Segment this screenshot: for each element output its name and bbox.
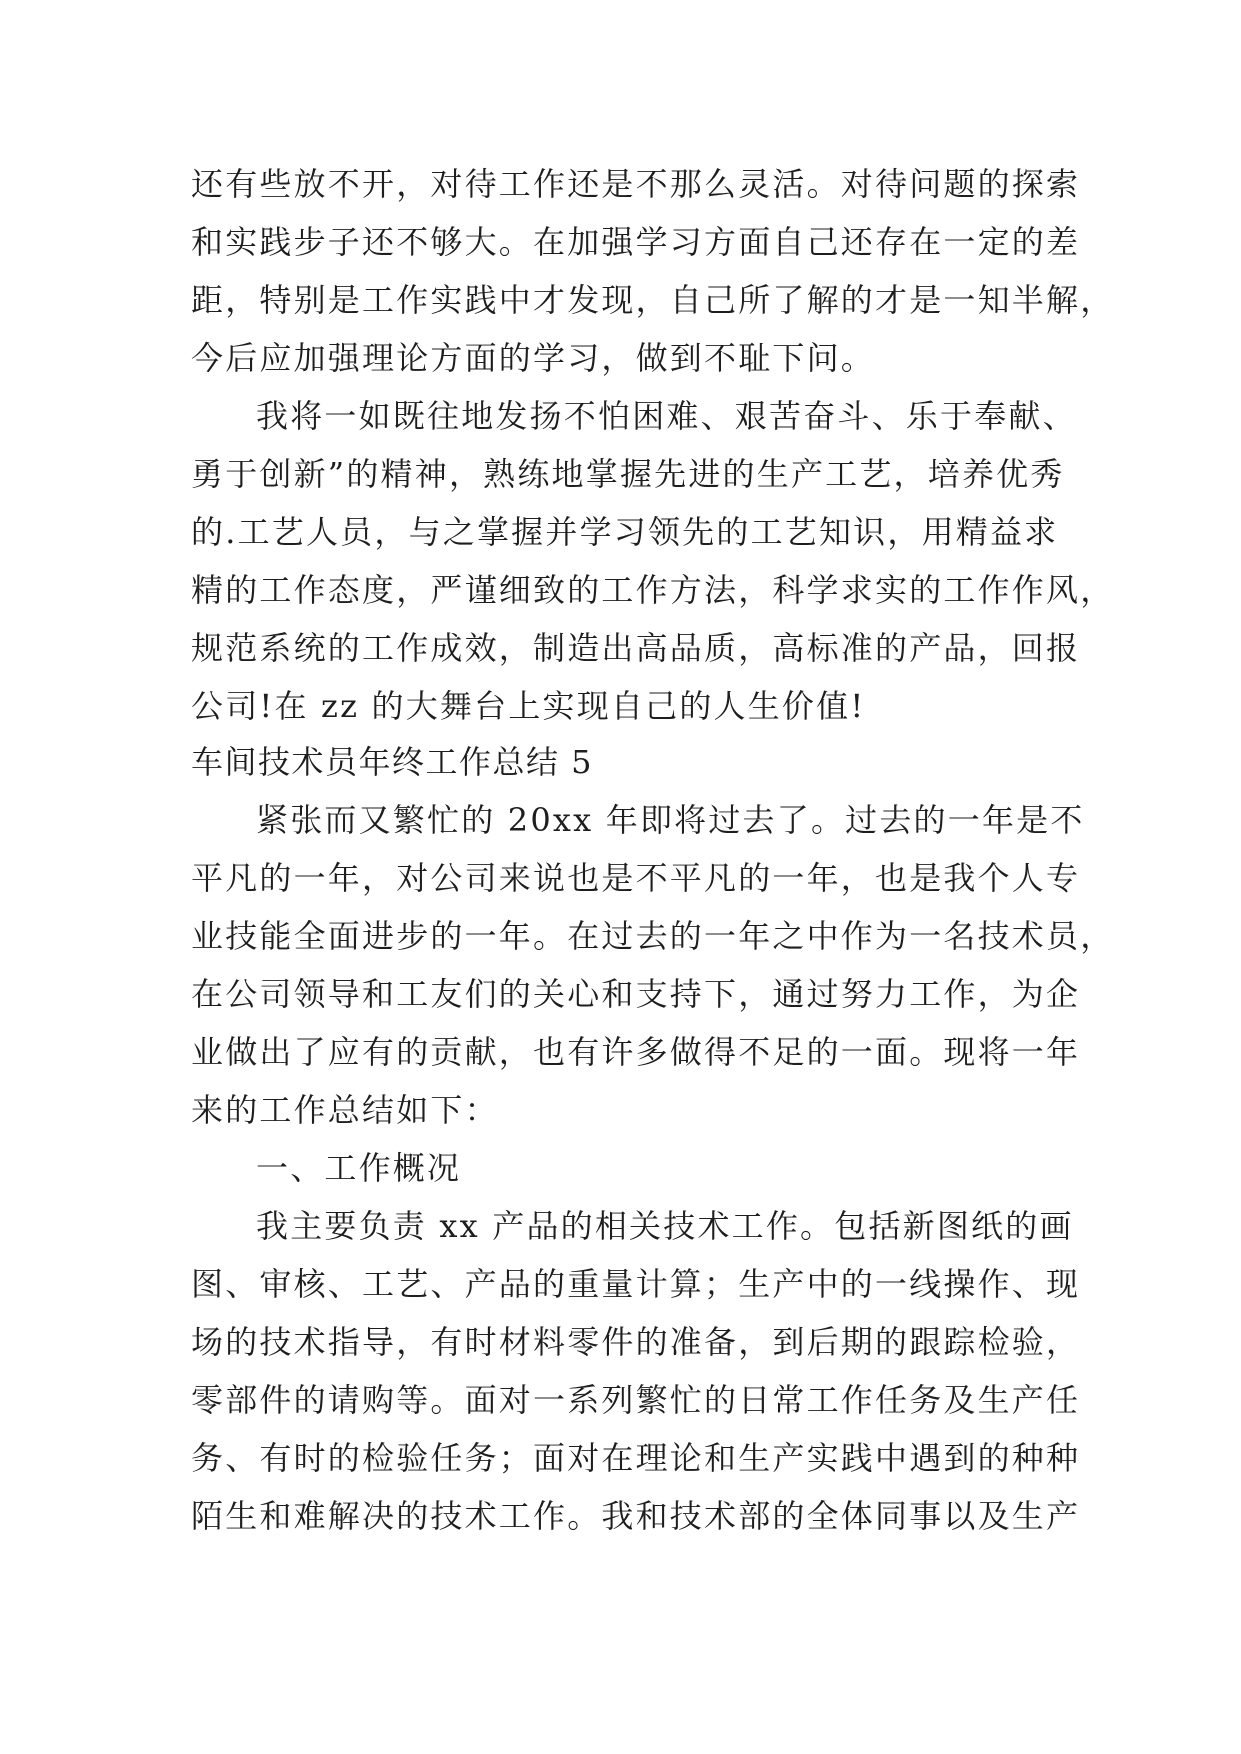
paragraph-line: 我将一如既往地发扬不怕困难、艰苦奋斗、乐于奉献、: [256, 397, 1077, 435]
paragraph-line: 和实践步子还不够大。在加强学习方面自己还存在一定的差: [191, 223, 1081, 261]
section-title: 车间技术员年终工作总结 5: [191, 743, 594, 781]
paragraph-line: 勇于创新”的精神，熟练地掌握先进的生产工艺，培养优秀: [191, 455, 1065, 493]
paragraph-line: 业做出了应有的贡献，也有许多做得不足的一面。现将一年: [191, 1033, 1081, 1071]
paragraph-line: 务、有时的检验任务；面对在理论和生产实践中遇到的种种: [191, 1439, 1081, 1477]
paragraph-line: 规范系统的工作成效，制造出高品质，高标准的产品，回报: [191, 629, 1081, 667]
paragraph-line: 在公司领导和工友们的关心和支持下，通过努力工作，为企: [191, 975, 1081, 1013]
paragraph-line: 业技能全面进步的一年。在过去的一年之中作为一名技术员，: [191, 917, 1115, 955]
paragraph-line: 还有些放不开，对待工作还是不那么灵活。对待问题的探索: [191, 165, 1081, 203]
paragraph-line: 今后应加强理论方面的学习，做到不耻下问。: [191, 339, 876, 377]
paragraph-line: 图、审核、工艺、产品的重量计算；生产中的一线操作、现: [191, 1265, 1081, 1303]
paragraph-line: 陌生和难解决的技术工作。我和技术部的全体同事以及生产: [191, 1497, 1081, 1535]
paragraph-line: 公司!在 zz 的大舞台上实现自己的人生价值!: [191, 687, 866, 725]
paragraph-line: 紧张而又繁忙的 20xx 年即将过去了。过去的一年是不: [256, 801, 1085, 839]
paragraph-line: 距，特别是工作实践中才发现，自己所了解的才是一知半解，: [191, 281, 1115, 319]
paragraph-line: 我主要负责 xx 产品的相关技术工作。包括新图纸的画: [256, 1207, 1074, 1245]
paragraph-line: 来的工作总结如下：: [191, 1091, 499, 1129]
paragraph-line: 精的工作态度，严谨细致的工作方法，科学求实的工作作风，: [191, 571, 1115, 609]
paragraph-line: 的.工艺人员，与之掌握并学习领先的工艺知识，用精益求: [191, 513, 1059, 551]
paragraph-line: 平凡的一年，对公司来说也是不平凡的一年，也是我个人专: [191, 859, 1081, 897]
subsection-title: 一、工作概况: [256, 1149, 462, 1187]
paragraph-line: 场的技术指导，有时材料零件的准备，到后期的跟踪检验，: [191, 1323, 1081, 1361]
paragraph-line: 零部件的请购等。面对一系列繁忙的日常工作任务及生产任: [191, 1381, 1081, 1419]
